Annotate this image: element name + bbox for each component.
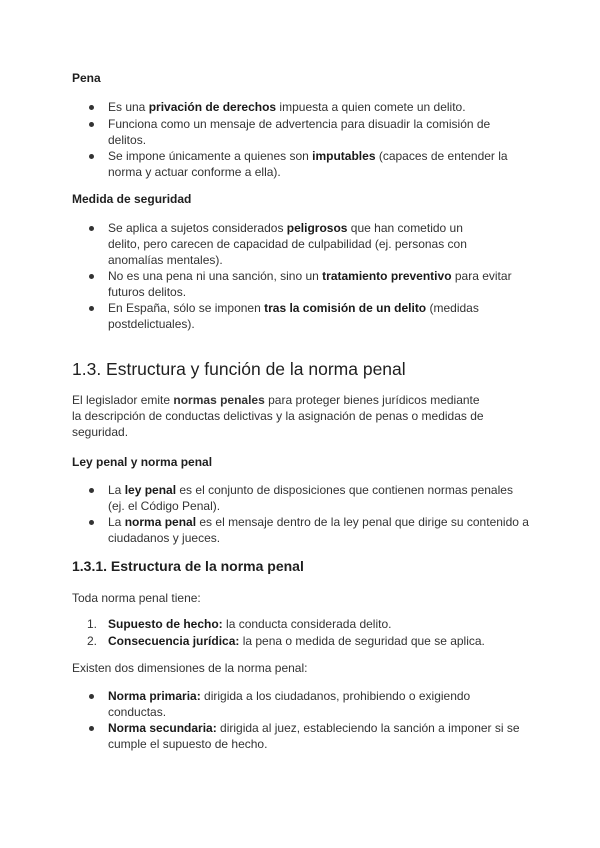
bullet-icon [89,226,94,231]
item-number: 2. [87,634,98,648]
item-text: impuesta a quien comete un delito. [276,100,466,114]
intro-text: para proteger bienes jurídicos mediante la descripción de conductas delictivas y la asignación de penas o medidas de seguridad. [72,393,484,439]
item-bold-text: Supuesto de hecho: [108,617,223,631]
item-text: Funciona como un mensaje de advertencia para disuadir la comisión de delitos. [108,117,491,147]
item-text: Se aplica a sujetos considerados [108,221,287,235]
bullet-icon [89,274,94,279]
item-bold-text: Norma primaria: [108,689,201,703]
item-bold-text: privación de derechos [148,100,277,114]
item-number: 1. [87,617,98,631]
section-1-3-1-intro: Toda norma penal tiene: [72,591,201,605]
item-text: Es una [108,100,149,114]
item-text: La [108,515,125,529]
bullet-icon [89,726,94,731]
item-text: No es una pena ni una sanción, sino un [108,269,323,283]
bullet-icon [89,488,94,493]
intro-text: El legislador emite [72,393,174,407]
item-text: dirigida a los ciudadanos, prohibiendo o exigiendo conductas. [108,689,471,719]
item-bold-text: ley penal [124,483,177,497]
section-1-3-1-heading: 1.3.1. Estructura de la norma penal [72,558,304,574]
intro-bold-text: normas penales [173,393,265,407]
item-text: para evitar futuros delitos. [108,269,512,299]
section-1-3-intro [72,392,492,440]
bullet-icon [89,122,94,127]
pena-heading: Pena [72,71,101,85]
item-bold-text: peligrosos [286,221,348,235]
item-text: En España, sólo se imponen [108,301,265,315]
item-bold-text: imputables [312,149,376,163]
bullet-icon [89,105,94,110]
section-1-3-heading: 1.3. Estructura y función de la norma penal [72,359,406,379]
item-bold-text: tratamiento preventivo [322,269,452,283]
bullet-icon [89,306,94,311]
item-text: es el conjunto de disposiciones que contienen normas penales (ej. el Código Penal). [108,483,513,513]
bullet-icon [89,154,94,159]
dimensions-intro: Existen dos dimensiones de la norma penal: [72,661,308,675]
bullet-icon [89,694,94,699]
ley-heading: Ley penal y norma penal [72,455,213,469]
item-bold-text: Consecuencia jurídica: [108,634,240,648]
item-text: es el mensaje dentro de la ley penal que dirige su contenido a ciudadanos y jueces. [108,515,529,545]
item-text: que han cometido un delito, pero carecen de capacidad de culpabilidad (ej. personas con anomalías mentales). [108,221,467,267]
item-text: (capaces de entender la norma y actuar conforme a ella). [108,149,508,179]
item-bold-text: Norma secundaria: [108,721,217,735]
item-text: (medidas postdelictuales). [108,301,479,331]
item-text: Se impone únicamente a quienes son [108,149,313,163]
item-bold-text: tras la comisión de un delito [264,301,427,315]
item-text: dirigida al juez, estableciendo la sanción a imponer si se cumple el supuesto de hecho. [108,721,520,751]
item-text: La [108,483,125,497]
medida-heading: Medida de seguridad [72,192,192,206]
item-bold-text: norma penal [124,515,197,529]
bullet-icon [89,520,94,525]
item-text: la conducta considerada delito. [222,617,392,631]
item-text: la pena o medida de seguridad que se aplica. [239,634,485,648]
